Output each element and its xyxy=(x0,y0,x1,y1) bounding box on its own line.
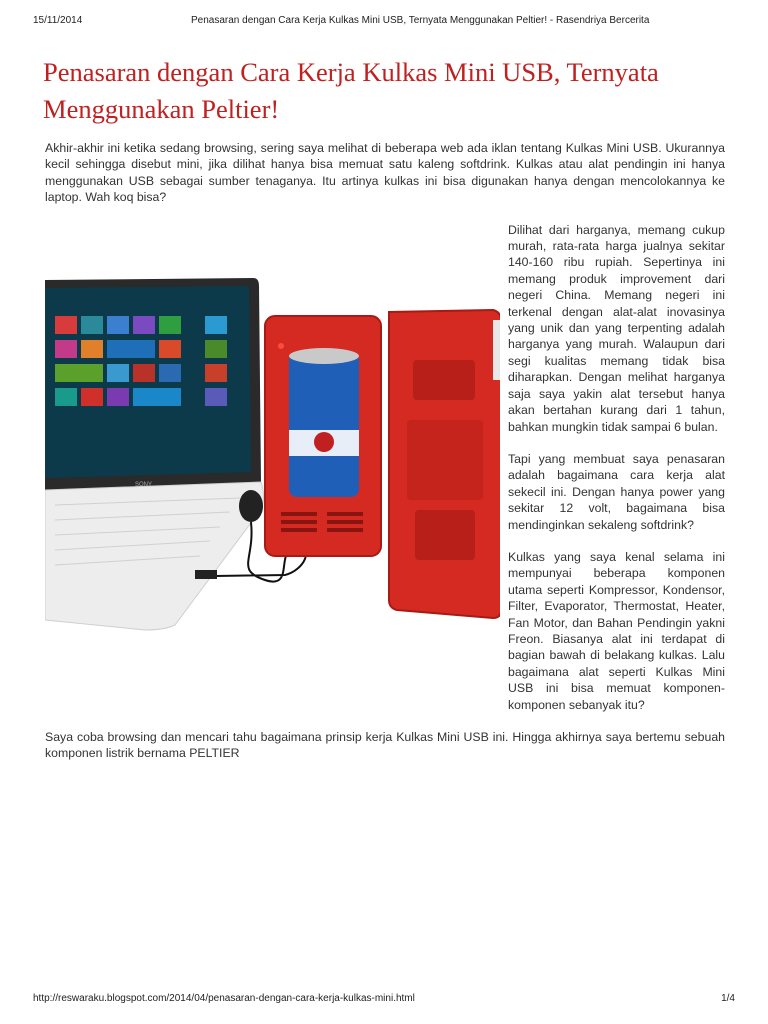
conclusion-paragraph: Saya coba browsing dan mencari tahu bagaimana prinsip kerja Kulkas Mini USB ini. Hingga akhirnya saya bertemu sebuah komponen listrik bernama PELTIER xyxy=(45,730,725,761)
print-header xyxy=(33,15,735,29)
article-title: Penasaran dengan Cara Kerja Kulkas Mini USB, Ternyata Menggunakan Peltier! xyxy=(43,57,659,124)
mini-fridge-photo xyxy=(45,220,500,698)
print-footer xyxy=(33,993,735,1007)
print-date: 15/11/2014 xyxy=(33,15,83,26)
page-number: 1/4 xyxy=(721,993,735,1004)
intro-paragraph: Akhir-akhir ini ketika sedang browsing, sering saya melihat di beberapa web ada iklan tentang Kulkas Mini USB. Ukurannya kecil sehingga disebut mini, jika dilihat hanya bisa memuat satu kaleng softdrink. Kulkas atau alat pendingin ini hanya menggunakan USB sebagai sumber tenaganya. Itu artinya kulkas ini bisa digunakan hanya dengan mencolokannya ke laptop. Wah koq bisa? xyxy=(45,141,725,205)
article-body xyxy=(45,140,725,778)
photo-illustration xyxy=(45,220,500,698)
laptop-brand-label: SONY xyxy=(135,481,153,488)
components-paragraph: Kulkas yang saya kenal selama ini mempunyai beberapa komponen utama seperti Kompressor, Kondensor, Filter, Evaporator, Thermostat, Heater, Fan Motor, dan Bahan Pendingin yakni Freon. Biasanya alat ini terdapat di bagian bawah di belakang kulkas. Lalu bagaimana alat seperti Kulkas Mini USB ini bisa memuat komponen-komponen sebanyak itu? xyxy=(508,549,725,712)
footer-url: http://reswaraku.blogspot.com/2014/04/penasaran-dengan-cara-kerja-kulkas-mini.html xyxy=(33,993,415,1004)
print-page-title: Penasaran dengan Cara Kerja Kulkas Mini USB, Ternyata Menggunakan Peltier! - Rasendriya Bercerita xyxy=(191,15,650,26)
price-paragraph: Dilihat dari harganya, memang cukup murah, rata-rata harga jualnya sekitar 140-160 ribu rupiah. Sepertinya ini memang produk improvement dari negeri China. Memang negeri ini terkenal dengan alat-alat inovasinya yang unik dan yang terpenting adalah harganya yang murah. Walaupun dari segi kualitas memang tidak bisa diharapkan. Dengan melihat harganya saja saya yakin alat tersebut hanya akan bertahan kurang dari 1 tahun, bahkan mungkin tidak sampai 6 bulan. xyxy=(508,222,725,434)
curiosity-paragraph: Tapi yang membuat saya penasaran adalah bagaimana cara kerja alat sekecil ini. Dengan hanya power yang sekitar 12 volt, bagaimana bisa mendinginkan sekaleng softdrink? xyxy=(508,451,725,532)
